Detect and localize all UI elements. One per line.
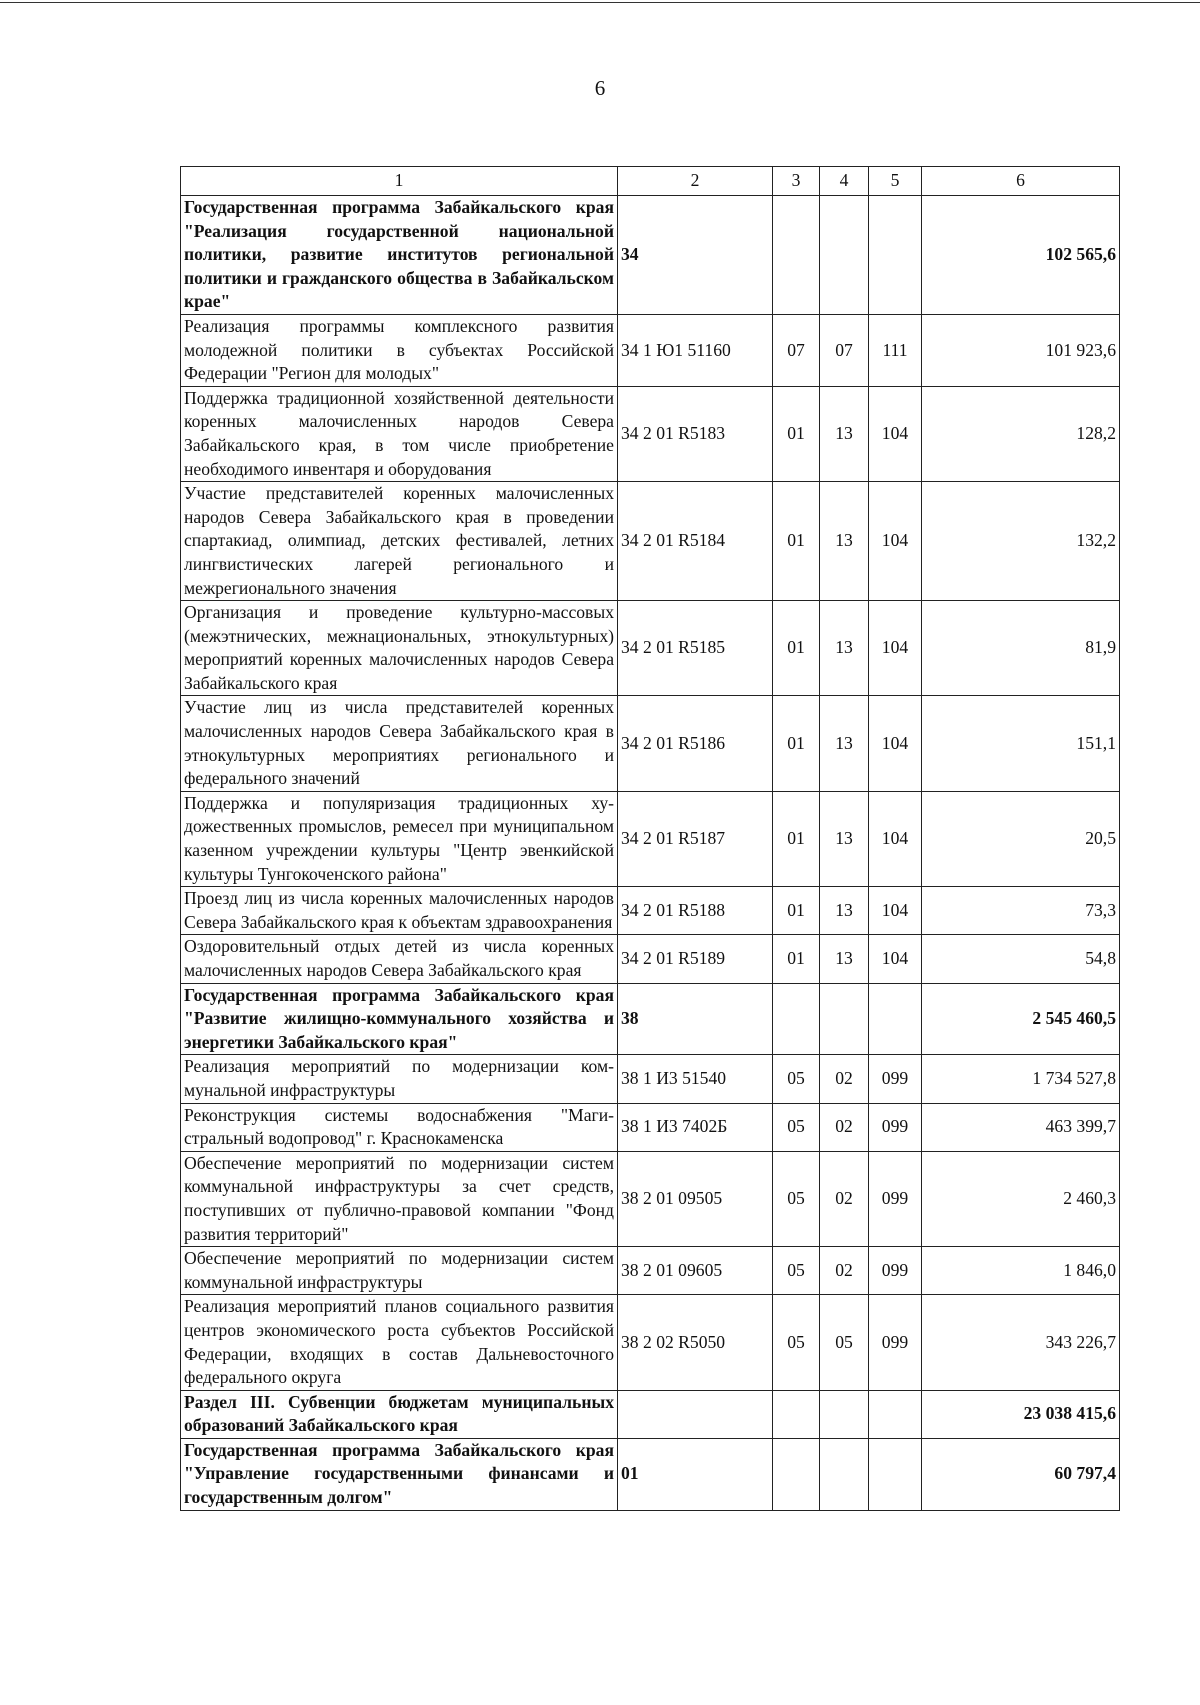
name-cell: Раздел III. Субвенции бюджетам муниципальных образований Забайкальского края — [181, 1390, 618, 1438]
section-cell: 07 — [773, 314, 820, 386]
table-row — [181, 1151, 1120, 1246]
expense-type-cell: 104 — [869, 601, 922, 696]
code-cell: 34 — [618, 196, 773, 315]
expense-type-cell — [869, 1438, 922, 1510]
subsection-cell: 07 — [820, 314, 869, 386]
name-cell: Государственная программа Забайкальского края "Управление государственными финансами и государственным долгом" — [181, 1438, 618, 1510]
code-cell: 34 2 01 R5189 — [618, 935, 773, 983]
code-cell: 34 2 01 R5183 — [618, 386, 773, 481]
amount-cell: 1 846,0 — [922, 1247, 1120, 1295]
header-col-2: 2 — [618, 167, 773, 196]
name-cell: Реализация мероприятий планов социального развития центров экономического роста субъектов Российской Федерации, входящих в состав Дальневосточного федерального округа — [181, 1295, 618, 1390]
name-cell: Оздоровительный отдых детей из числа коренных малочисленных народов Севера Забайкальского края — [181, 935, 618, 983]
amount-cell: 2 460,3 — [922, 1151, 1120, 1246]
table-row — [181, 1103, 1120, 1151]
subsection-cell: 13 — [820, 791, 869, 886]
subsection-cell: 13 — [820, 386, 869, 481]
subsection-cell: 02 — [820, 1151, 869, 1246]
name-cell: Государственная программа Забайкальского края "Развитие жилищно-коммунального хозяйства и энергетики Забайкальского края" — [181, 983, 618, 1055]
amount-cell: 102 565,6 — [922, 196, 1120, 315]
subsection-cell: 02 — [820, 1055, 869, 1103]
amount-cell: 2 545 460,5 — [922, 983, 1120, 1055]
code-cell — [618, 1390, 773, 1438]
header-col-3: 3 — [773, 167, 820, 196]
name-cell: Государственная программа Забайкальского края "Реализация государственной национальной политики, развитие институтов региональной политики и гражданского общества в Забайкальском крае" — [181, 196, 618, 315]
section-cell — [773, 1438, 820, 1510]
section-cell — [773, 1390, 820, 1438]
table-header-row — [181, 167, 1120, 196]
section-cell — [773, 983, 820, 1055]
subsection-cell — [820, 1438, 869, 1510]
table-row — [181, 1247, 1120, 1295]
header-col-1: 1 — [181, 167, 618, 196]
amount-cell: 128,2 — [922, 386, 1120, 481]
code-cell: 34 2 01 R5188 — [618, 887, 773, 935]
table-row — [181, 887, 1120, 935]
table-row — [181, 386, 1120, 481]
amount-cell: 463 399,7 — [922, 1103, 1120, 1151]
code-cell: 38 — [618, 983, 773, 1055]
section-cell: 05 — [773, 1295, 820, 1390]
code-cell: 34 1 Ю1 51160 — [618, 314, 773, 386]
name-cell: Реконструкция системы водоснабжения "Магистральный водопровод" г. Краснокаменска — [181, 1103, 618, 1151]
section-cell: 05 — [773, 1103, 820, 1151]
expense-type-cell: 099 — [869, 1103, 922, 1151]
header-col-5: 5 — [869, 167, 922, 196]
section-cell: 01 — [773, 696, 820, 791]
section-cell: 01 — [773, 601, 820, 696]
section-cell: 01 — [773, 386, 820, 481]
amount-cell: 54,8 — [922, 935, 1120, 983]
section-cell: 01 — [773, 935, 820, 983]
name-cell: Обеспечение мероприятий по модернизации систем коммунальной инфраструктуры — [181, 1247, 618, 1295]
table-body — [181, 196, 1120, 1511]
expense-type-cell — [869, 196, 922, 315]
subsection-cell: 02 — [820, 1247, 869, 1295]
table-row — [181, 1055, 1120, 1103]
expense-type-cell: 099 — [869, 1247, 922, 1295]
table-row — [181, 1438, 1120, 1510]
code-cell: 38 1 И3 51540 — [618, 1055, 773, 1103]
code-cell: 34 2 01 R5184 — [618, 482, 773, 601]
amount-cell: 20,5 — [922, 791, 1120, 886]
name-cell: Обеспечение мероприятий по модернизации систем коммунальной инфраструктуры за счет средств, поступивших от публично-правовой компании "Фонд развития территорий" — [181, 1151, 618, 1246]
code-cell: 34 2 01 R5185 — [618, 601, 773, 696]
amount-cell: 73,3 — [922, 887, 1120, 935]
page-number: 6 — [594, 76, 606, 100]
expense-type-cell — [869, 983, 922, 1055]
expense-type-cell: 111 — [869, 314, 922, 386]
subsection-cell: 13 — [820, 482, 869, 601]
name-cell: Участие представителей коренных малочисленных народов Севера Забайкальского края в проведении спартакиад, олимпиад, детских фестивалей, летних лингвистических лагерей регионального и межрегионального значения — [181, 482, 618, 601]
subsection-cell — [820, 196, 869, 315]
section-cell: 05 — [773, 1247, 820, 1295]
name-cell: Поддержка и популяризация традиционных художественных промыслов, ремесел при муниципальном казенном учреждении культуры "Центр эвенкийской культуры Тунгокоченского района" — [181, 791, 618, 886]
table-row — [181, 601, 1120, 696]
name-cell: Поддержка традиционной хозяйственной деятельности коренных малочисленных народов Севера Забайкальского края, в том числе приобретение необходимого инвентаря и оборудования — [181, 386, 618, 481]
name-cell: Проезд лиц из числа коренных малочисленных народов Севера Забайкальского края к объектам здравоохранения — [181, 887, 618, 935]
name-cell: Реализация мероприятий по модернизации коммунальной инфраструктуры — [181, 1055, 618, 1103]
code-cell: 01 — [618, 1438, 773, 1510]
table-row — [181, 1390, 1120, 1438]
subsection-cell — [820, 983, 869, 1055]
subsection-cell: 13 — [820, 887, 869, 935]
subsection-cell: 13 — [820, 935, 869, 983]
amount-cell: 81,9 — [922, 601, 1120, 696]
section-cell: 05 — [773, 1055, 820, 1103]
expense-type-cell: 104 — [869, 791, 922, 886]
table-row — [181, 196, 1120, 315]
expense-type-cell: 104 — [869, 696, 922, 791]
amount-cell: 132,2 — [922, 482, 1120, 601]
table-row — [181, 791, 1120, 886]
section-cell — [773, 196, 820, 315]
amount-cell: 101 923,6 — [922, 314, 1120, 386]
expense-type-cell: 104 — [869, 887, 922, 935]
amount-cell: 1 734 527,8 — [922, 1055, 1120, 1103]
code-cell: 38 1 И3 7402Б — [618, 1103, 773, 1151]
table-row — [181, 1295, 1120, 1390]
name-cell: Реализация программы комплексного развития молодежной политики в субъектах Российской Федерации "Регион для молодых" — [181, 314, 618, 386]
section-cell: 01 — [773, 791, 820, 886]
top-border-line — [0, 2, 1200, 3]
amount-cell: 151,1 — [922, 696, 1120, 791]
subsection-cell: 13 — [820, 696, 869, 791]
name-cell: Организация и проведение культурно-массовых (межэтнических, межнациональных, этнокультурных) мероприятий коренных малочисленных народов Севера Забайкальского края — [181, 601, 618, 696]
subsection-cell: 02 — [820, 1103, 869, 1151]
expense-type-cell: 099 — [869, 1055, 922, 1103]
budget-table — [180, 166, 1120, 1511]
table-row — [181, 935, 1120, 983]
table-row — [181, 314, 1120, 386]
header-col-6: 6 — [922, 167, 1120, 196]
expense-type-cell — [869, 1390, 922, 1438]
amount-cell: 23 038 415,6 — [922, 1390, 1120, 1438]
table-row — [181, 983, 1120, 1055]
name-cell: Участие лиц из числа представителей коренных малочисленных народов Севера Забайкальского края в этнокультурных мероприятиях регионального и федерального значений — [181, 696, 618, 791]
amount-cell: 60 797,4 — [922, 1438, 1120, 1510]
expense-type-cell: 104 — [869, 386, 922, 481]
section-cell: 01 — [773, 887, 820, 935]
expense-type-cell: 104 — [869, 482, 922, 601]
expense-type-cell: 099 — [869, 1295, 922, 1390]
subsection-cell: 05 — [820, 1295, 869, 1390]
section-cell: 01 — [773, 482, 820, 601]
subsection-cell — [820, 1390, 869, 1438]
code-cell: 38 2 01 09505 — [618, 1151, 773, 1246]
expense-type-cell: 104 — [869, 935, 922, 983]
table-row — [181, 696, 1120, 791]
expense-type-cell: 099 — [869, 1151, 922, 1246]
code-cell: 38 2 01 09605 — [618, 1247, 773, 1295]
header-col-4: 4 — [820, 167, 869, 196]
code-cell: 38 2 02 R5050 — [618, 1295, 773, 1390]
table-row — [181, 482, 1120, 601]
code-cell: 34 2 01 R5186 — [618, 696, 773, 791]
code-cell: 34 2 01 R5187 — [618, 791, 773, 886]
amount-cell: 343 226,7 — [922, 1295, 1120, 1390]
section-cell: 05 — [773, 1151, 820, 1246]
subsection-cell: 13 — [820, 601, 869, 696]
